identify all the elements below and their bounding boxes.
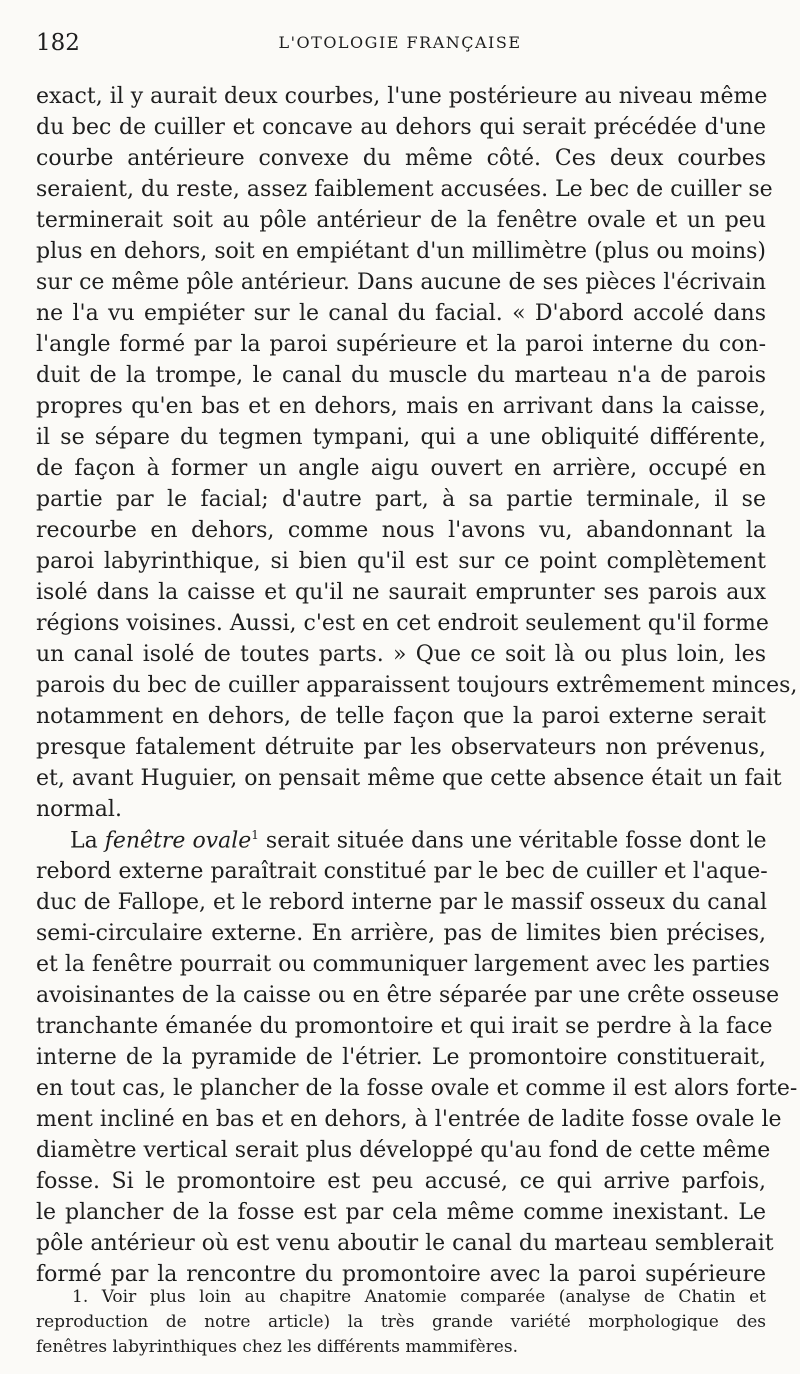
- text-line: exact, il y aurait deux courbes, l'une postérieure au niveau même: [36, 84, 768, 109]
- page-number: 182: [36, 30, 80, 56]
- text-line: courbe antérieure convexe du même côté. Ces deux courbes: [36, 146, 766, 171]
- text-line: et la fenêtre pourrait ou communiquer largement avec les parties: [36, 952, 770, 977]
- paragraph-first-line: [70, 828, 766, 853]
- emphasis-term: fenêtre ovale: [104, 828, 252, 854]
- text-line: en tout cas, le plancher de la fosse ovale et comme il est alors forte-: [36, 1076, 798, 1101]
- text-line: fosse. Si le promontoire est peu accusé, ce qui arrive parfois,: [36, 1169, 766, 1194]
- text-line: presque fatalement détruite par les observateurs non prévenus,: [36, 735, 766, 760]
- text-line: l'angle formé par la paroi supérieure et la paroi interne du con-: [36, 332, 766, 357]
- footnote-line: reproduction de notre article) la très grande variété morphologique des: [36, 1312, 766, 1332]
- text-line: de façon à former un angle aigu ouvert en arrière, occupé en: [36, 456, 766, 481]
- text-line: régions voisines. Aussi, c'est en cet endroit seulement qu'il forme: [36, 611, 769, 636]
- text-line: rebord externe paraîtrait constitué par le bec de cuiller et l'aque-: [36, 859, 768, 884]
- text-line: propres qu'en bas et en dehors, mais en arrivant dans la caisse,: [36, 394, 766, 419]
- text-span: La: [70, 828, 105, 854]
- text-line: semi-circulaire externe. En arrière, pas de limites bien précises,: [36, 921, 766, 946]
- text-line: partie par le facial; d'autre part, à sa partie terminale, il se: [36, 487, 766, 512]
- text-line: plus en dehors, soit en empiétant d'un millimètre (plus ou moins): [36, 239, 766, 264]
- text-line: du bec de cuiller et concave au dehors qui serait précédée d'une: [36, 115, 766, 140]
- text-line: un canal isolé de toutes parts. » Que ce soit là ou plus loin, les: [36, 642, 766, 667]
- text-line: normal.: [36, 797, 122, 822]
- text-line: le plancher de la fosse est par cela même comme inexistant. Le: [36, 1200, 766, 1225]
- text-span: serait située dans une véritable fosse dont le: [258, 828, 767, 854]
- text-line: paroi labyrinthique, si bien qu'il est sur ce point complètement: [36, 549, 766, 574]
- text-line: seraient, du reste, assez faiblement accusées. Le bec de cuiller se: [36, 177, 773, 202]
- footnote-ref: 1: [251, 828, 259, 842]
- text-line: duit de la trompe, le canal du muscle du marteau n'a de parois: [36, 363, 766, 388]
- text-line: formé par la rencontre du promontoire avec la paroi supérieure: [36, 1262, 766, 1287]
- text-line: avoisinantes de la caisse ou en être séparée par une crête osseuse: [36, 983, 780, 1008]
- page-header: [36, 30, 764, 64]
- text-line: parois du bec de cuiller apparaissent toujours extrêmement minces,: [36, 673, 798, 698]
- text-line: diamètre vertical serait plus développé qu'au fond de cette même: [36, 1138, 771, 1163]
- text-line: et, avant Huguier, on pensait même que cette absence était un fait: [36, 766, 782, 791]
- footnote-line: fenêtres labyrinthiques chez les différents mammifères.: [36, 1337, 518, 1357]
- text-line: terminerait soit au pôle antérieur de la fenêtre ovale et un peu: [36, 208, 766, 233]
- text-line: pôle antérieur où est venu aboutir le canal du marteau semblerait: [36, 1231, 774, 1256]
- text-line: recourbe en dehors, comme nous l'avons vu, abandonnant la: [36, 518, 766, 543]
- text-line: ne l'a vu empiéter sur le canal du facial. « D'abord accolé dans: [36, 301, 766, 326]
- text-line: sur ce même pôle antérieur. Dans aucune de ses pièces l'écrivain: [36, 270, 766, 295]
- footnote-line: 1. Voir plus loin au chapitre Anatomie comparée (analyse de Chatin et: [72, 1287, 766, 1307]
- text-line: ment incliné en bas et en dehors, à l'entrée de ladite fosse ovale le: [36, 1107, 782, 1132]
- text-line: duc de Fallope, et le rebord interne par le massif osseux du canal: [36, 890, 767, 915]
- text-line: notamment en dehors, de telle façon que la paroi externe serait: [36, 704, 766, 729]
- text-line: isolé dans la caisse et qu'il ne saurait emprunter ses parois aux: [36, 580, 766, 605]
- text-line: interne de la pyramide de l'étrier. Le promontoire constituerait,: [36, 1045, 766, 1070]
- text-line: il se sépare du tegmen tympani, qui a une obliquité différente,: [36, 425, 766, 450]
- running-title: L'OTOLOGIE FRANÇAISE: [278, 33, 522, 52]
- text-line: tranchante émanée du promontoire et qui irait se perdre à la face: [36, 1014, 773, 1039]
